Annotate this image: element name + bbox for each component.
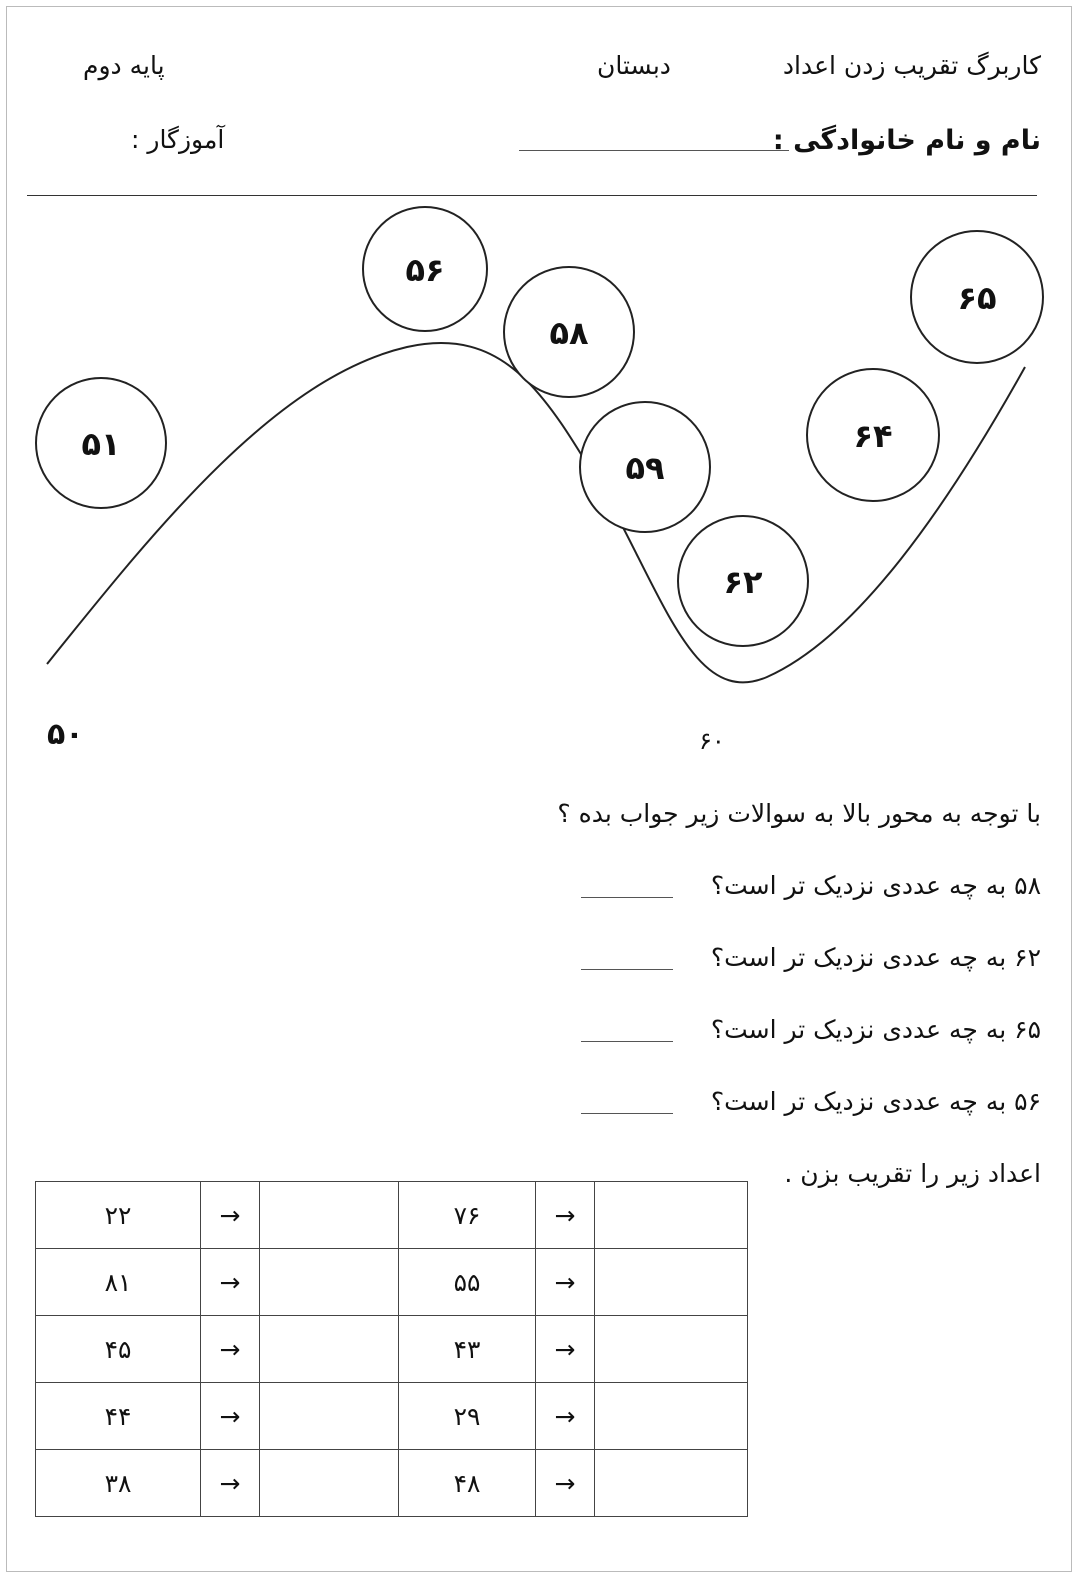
answer-cell[interactable] [595, 1316, 748, 1383]
arrow-icon: → [536, 1450, 595, 1517]
right-number: ۲۹ [399, 1383, 536, 1450]
answer-blank[interactable] [581, 969, 673, 970]
table-row [36, 1316, 748, 1383]
arrow-icon: → [201, 1249, 260, 1316]
question-item: ۶۲ به چه عددی نزدیک تر است؟ [710, 943, 1041, 972]
arrow-icon: → [536, 1249, 595, 1316]
answer-cell[interactable] [595, 1450, 748, 1517]
axis-start-label: ۵۰ [47, 717, 84, 752]
answer-blank[interactable] [581, 897, 673, 898]
bubble-label: ۵۹ [625, 449, 665, 487]
answer-blank[interactable] [581, 1041, 673, 1042]
right-number: ۴۳ [399, 1316, 536, 1383]
answer-cell[interactable] [595, 1383, 748, 1450]
question-item: ۵۶ به چه عددی نزدیک تر است؟ [710, 1087, 1041, 1116]
right-number: ۴۸ [399, 1450, 536, 1517]
left-number: ۳۸ [36, 1450, 201, 1517]
arrow-icon: → [201, 1450, 260, 1517]
arrow-icon: → [201, 1383, 260, 1450]
left-number: ۸۱ [36, 1249, 201, 1316]
arrow-icon: → [536, 1182, 595, 1249]
table-row [36, 1249, 748, 1316]
table-row [36, 1450, 748, 1517]
teacher-label: آموزگار : [131, 125, 225, 154]
arrow-icon: → [536, 1316, 595, 1383]
school-label: دبستان [597, 51, 671, 80]
answer-cell[interactable] [260, 1450, 399, 1517]
left-number: ۴۵ [36, 1316, 201, 1383]
bubble-label: ۵۸ [549, 314, 589, 352]
bubble-label: ۵۶ [405, 251, 445, 289]
question-item: ۵۸ به چه عددی نزدیک تر است؟ [710, 871, 1041, 900]
axis-end-label: ۶۰ [699, 727, 725, 755]
right-number: ۵۵ [399, 1249, 536, 1316]
table-row [36, 1182, 748, 1249]
bubble-label: ۶۴ [853, 417, 893, 455]
student-name-label: نام و نام خانوادگی : [772, 125, 1041, 156]
left-number: ۴۴ [36, 1383, 201, 1450]
answer-cell[interactable] [260, 1249, 399, 1316]
question-item: ۶۵ به چه عددی نزدیک تر است؟ [710, 1015, 1041, 1044]
number-line-diagram [7, 7, 1073, 787]
bubble-label: ۵۱ [81, 425, 121, 463]
answer-cell[interactable] [260, 1316, 399, 1383]
bubble-label: ۶۵ [957, 279, 997, 317]
rounding-table [35, 1181, 748, 1517]
answer-blank[interactable] [581, 1113, 673, 1114]
arrow-icon: → [201, 1316, 260, 1383]
answer-cell[interactable] [260, 1182, 399, 1249]
answer-cell[interactable] [595, 1249, 748, 1316]
bubble-label: ۶۲ [723, 563, 763, 601]
answer-cell[interactable] [260, 1383, 399, 1450]
right-number: ۷۶ [399, 1182, 536, 1249]
answer-cell[interactable] [595, 1182, 748, 1249]
rounding-instruction: اعداد زیر را تقریب بزن . [784, 1159, 1041, 1188]
worksheet-page [6, 6, 1072, 1572]
worksheet-title: کاربرگ تقریب زدن اعداد [782, 51, 1041, 80]
arrow-icon: → [201, 1182, 260, 1249]
table-row [36, 1383, 748, 1450]
arrow-icon: → [536, 1383, 595, 1450]
questions-intro: با توجه به محور بالا به سوالات زیر جواب بده ؟ [557, 799, 1041, 828]
left-number: ۲۲ [36, 1182, 201, 1249]
grade-label: پایه دوم [83, 51, 165, 80]
